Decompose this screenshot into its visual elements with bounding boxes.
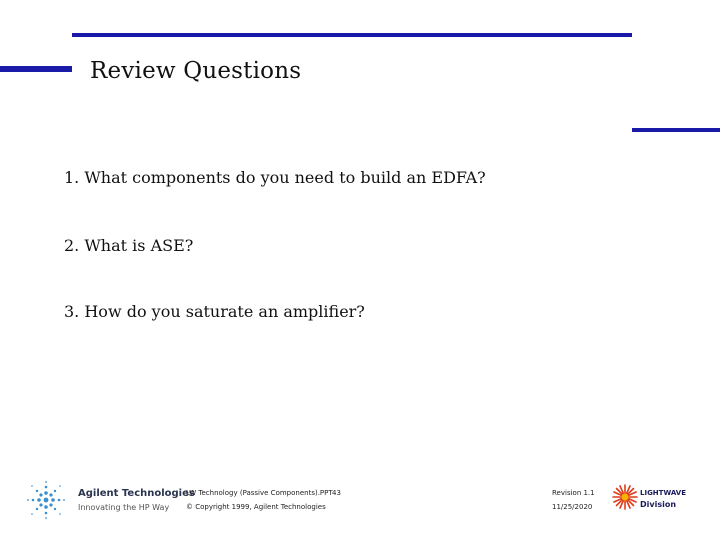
footer-page-number: 43	[332, 489, 341, 497]
division-label	[640, 488, 686, 510]
lightwave-burst-icon	[612, 484, 638, 510]
footer-course: LW Technology (Passive Components).PPT	[186, 489, 333, 497]
company-name: Agilent Technologies	[78, 488, 195, 499]
footer-date: 11/25/2020	[552, 503, 593, 511]
footer-copyright: © Copyright 1999, Agilent Technologies	[186, 503, 326, 511]
header-rule-top	[72, 33, 632, 37]
company-tagline: Innovating the HP Way	[78, 503, 170, 512]
question-1: 1. What components do you need to build an EDFA?	[64, 168, 486, 187]
division-line-1: LIGHTWAVE	[640, 489, 686, 497]
header-rule-left	[0, 66, 72, 72]
division-line-2: Division	[640, 500, 677, 509]
question-3: 3. How do you saturate an amplifier?	[64, 302, 365, 321]
header-rule-right	[632, 128, 720, 132]
slide-title: Review Questions	[90, 58, 302, 84]
agilent-spark-icon	[26, 480, 66, 520]
question-2: 2. What is ASE?	[64, 236, 194, 255]
footer-revision: Revision 1.1	[552, 489, 595, 497]
